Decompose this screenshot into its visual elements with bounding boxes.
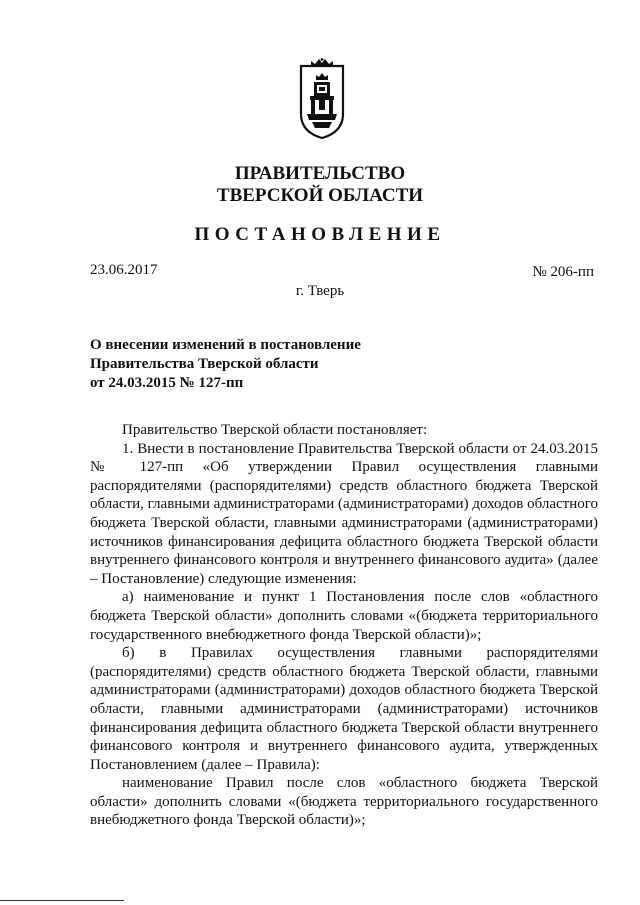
document-body (90, 421, 598, 830)
document-date: 23.06.2017 (90, 262, 158, 278)
government-name-line-2: ТВЕРСКОЙ ОБЛАСТИ (216, 185, 424, 206)
body-paragraph: наименование Правил после слов «областного бюджета Тверской области» дополнить словами «(бюджета территориального государственного внебюджетного фонда Тверской области)»; (90, 775, 598, 829)
body-paragraph: 1. Внести в постановление Правительства Тверской области от 24.03.2015 № 127-пп «Об утверждении Правил осуществления главными распорядителями (распорядителями) средств областного бюджета Тверской области, главными администраторами (администраторами) доходов областного бюджета Тверской области, главными администраторами (администраторами) источников финансирования дефицита областного бюджета Тверской области внутреннего финансового контроля и внутреннего финансового аудита» (далее – Постановление) следующие изменения: (90, 440, 598, 587)
subject-line: от 24.03.2015 № 127-пп (90, 375, 244, 391)
document-type-title: ПОСТАНОВЛЕНИЕ (194, 224, 446, 245)
body-paragraph: б) в Правилах осуществления главными распорядителями (распорядителями) средств областного бюджета Тверской области, главными администраторами (администраторами) доходов областного бюджета Тверской области, главными администраторами (администраторами) источников финансирования дефицита областного бюджета Тверской области внутреннего финансового контроля и внутреннего финансового аудита, утвержденных Постановлением (далее – Правила): (90, 645, 598, 773)
body-paragraph: а) наименование и пункт 1 Постановления после слов «областного бюджета Тверской области» дополнить словами «(бюджета территориального государственного внебюджетного фонда Тверской области)»; (90, 589, 598, 643)
footer-rule (0, 900, 124, 901)
document-subject (90, 336, 361, 393)
subject-line: О внесении изменений в постановление (90, 337, 361, 353)
subject-line: Правительства Тверской области (90, 356, 319, 372)
body-paragraph: Правительство Тверской области постановляет: (122, 422, 428, 438)
document-city: г. Тверь (295, 283, 345, 299)
coat-of-arms-icon (299, 58, 345, 140)
government-name-line-1: ПРАВИТЕЛЬСТВО (234, 163, 406, 184)
document-number: № 206-пп (532, 264, 594, 280)
